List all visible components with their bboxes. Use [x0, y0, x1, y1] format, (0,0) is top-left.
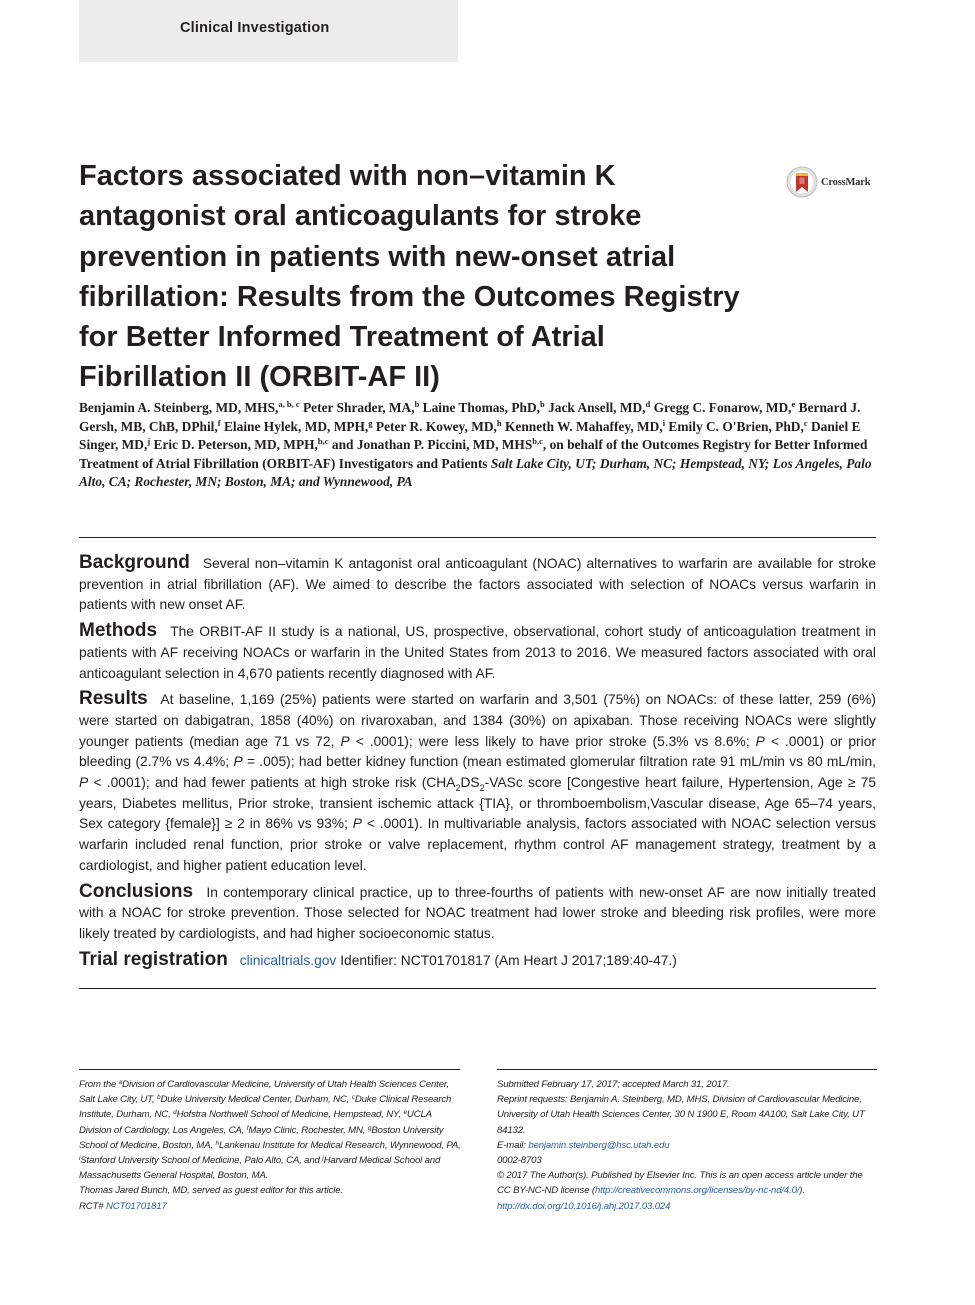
author-affiliation-mark: g	[368, 417, 373, 428]
results-text: At baseline, 1,169 (25%) patients were started on warfarin and 3,501 (75%) on NOACs: of these latter, 259 (6%) were started on dabigatran, 1858 (40%) on rivaroxaban, and 1384 (30%) on apixaban. Those receiving NOACs were slightly younger patients (median age 71 vs 72,	[79, 692, 876, 749]
copyright-notice: © 2017 The Author(s). Published by Elsevier Inc. This is an open access article under the CC BY-NC-ND license (http://creativecommons.org/licenses/by-nc-nd/4.0/).	[497, 1170, 863, 1197]
author-affiliation-mark: b	[414, 399, 420, 409]
doi-line	[497, 1199, 877, 1214]
doi-link[interactable]: http://dx.doi.org/10.1016/j.ahj.2017.03.024	[497, 1200, 671, 1212]
trial-identifier: Identifier: NCT01701817 (Am Heart J 2017;189:40-47.)	[340, 952, 677, 968]
issn: 0002-8703	[497, 1155, 542, 1167]
author-locations: Salt Lake City, UT; Durham, NC; Hempstead, NY; Los Angeles, Palo Alto, CA; Rochester, MN; Boston, MA; and Wynnewood, PA	[79, 455, 872, 489]
abstract-top-divider	[79, 537, 876, 538]
author-affiliation-mark: e	[791, 399, 796, 409]
crossmark-icon	[786, 166, 818, 198]
author-affiliation-mark: j	[147, 436, 151, 446]
author: Elaine Hylek, MD, MPH,	[223, 418, 369, 434]
section-label: Clinical Investigation	[180, 20, 330, 36]
affiliations: From the $^a$Division of Cardiovascular Medicine, University of Utah Health Sciences Center, Salt Lake City, UT, $^b$Duke University Medical Center, Durham, NC, $^c$Duke Clinical Research Institute, Durham, NC, $^d$Hofstra Northwell School of Medicine, Hempstead, NY, $^e$UCLA Division of Cardiology, Los Angeles, CA, $^f$Mayo Clinic, Rochester, MN, $^g$Boston University School of Medicine, Boston, MA, $^h$Lankenau Institute for Medical Research, Wynnewood, PA, $^i$Stanford University School of Medicine, Palo Alto, CA, and $^j$Harvard Medical School and Massachusetts General Hospital, Boston, MA.	[79, 1079, 461, 1182]
reprint-requests: Reprint requests: Benjamin A. Steinberg, MD, MHS, Division of Cardiovascular Medicine, University of Utah Health Sciences Center, 30 N 1900 E, Room 4A100, Salt Lake City, UT 84132.	[497, 1094, 865, 1136]
p-value-symbol: P	[352, 816, 362, 832]
author: Emily C. O'Brien, PhD,	[668, 418, 804, 434]
subscript: 2	[479, 782, 485, 793]
conclusions-heading: Conclusions	[79, 880, 194, 902]
author: Bernard J. Gersh, MB, ChB, DPhil,	[79, 400, 861, 434]
results-text: < .0001); and had fewer patients at high stroke risk (CHA	[93, 775, 456, 791]
abstract	[79, 553, 876, 976]
conclusions-text: In contemporary clinical practice, up to three-fourths of patients with new-onset AF are now initially treated with a NOAC for stroke prevention. Those selected for NOAC treatment had lower stroke and bleeding risk profiles, were more likely treated by cardiologists, and had higher socioeconomic status.	[79, 884, 876, 941]
author-affiliation-mark: f	[217, 417, 221, 428]
author-affiliation-mark: b,c	[317, 436, 329, 446]
author-affiliation-mark: d	[645, 399, 651, 409]
abstract-methods	[79, 621, 876, 684]
author: Eric D. Peterson, MD, MPH,	[153, 437, 318, 452]
clinicaltrials-link[interactable]: clinicaltrials.gov	[239, 952, 337, 968]
author-affiliation-mark: c	[803, 417, 808, 428]
results-text: < .0001). In multivariable analysis, factors associated with NOAC selection versus warfarin included renal function, prior stroke or valve replacement, rhythm control AF management strategy, treatment by a cardiologist, and higher patient education level.	[79, 816, 876, 873]
affiliations-footnote	[79, 1077, 462, 1214]
results-text: DS	[460, 775, 480, 791]
rct-number: RCT# NCT01701817	[79, 1200, 167, 1212]
crossmark-badge[interactable]	[786, 165, 878, 199]
author: Kenneth W. Mahaffey, MD,	[504, 418, 663, 434]
methods-text: The ORBIT-AF II study is a national, US, prospective, observational, cohort study of anticoagulation treatment in patients with AF receiving NOACs or warfarin in the United States from 2013 to 2016. We measured factors associated with oral anticoagulant selection in 4,670 patients recently diagnosed with AF.	[79, 624, 876, 681]
author: Laine Thomas, PhD,	[422, 400, 540, 415]
author-conjunction: and	[331, 437, 354, 452]
author: Peter R. Kowey, MD,	[375, 418, 497, 434]
author-group-note: , on behalf of the Outcomes Registry for Better Informed Treatment of Atrial Fibrillation (ORBIT-AF) Investigators and Patients	[79, 437, 868, 471]
trial-registration-heading: Trial registration	[79, 948, 228, 970]
author: Jack Ansell, MD,	[548, 400, 646, 415]
abstract-conclusions	[79, 882, 876, 945]
author-affiliation-mark: b	[539, 399, 545, 409]
p-value-symbol: P	[233, 754, 243, 770]
article-title: Factors associated with non–vitamin K antagonist oral anticoagulants for stroke prevention in patients with new-onset atrial fibrillation: Results from the Outcomes Registry for Better Informed Treatment of Atrial Fibrillation II (ORBIT-AF II)	[79, 160, 740, 394]
author-affiliation-mark: a, b, c	[278, 399, 300, 409]
abstract-trial-registration	[79, 950, 876, 972]
section-tab	[79, 0, 458, 62]
crossmark-label: CrossMark	[821, 176, 871, 188]
abstract-bottom-divider	[79, 988, 876, 989]
footnote-divider-left	[79, 1069, 460, 1070]
background-text: Several non–vitamin K antagonist oral anticoagulant (NOAC) alternatives to warfarin are available for stroke prevention in atrial fibrillation (AF). We aimed to describe the factors associated with selection of NOACs versus warfarin in patients with new onset AF.	[79, 556, 876, 613]
email-line: E-mail: benjamin.steinberg@hsc.utah.edu	[497, 1139, 670, 1151]
author: Peter Shrader, MA,	[302, 400, 415, 415]
p-value-symbol: P	[340, 733, 350, 749]
guest-editor-note: Thomas Jared Bunch, MD, served as guest editor for this article.	[79, 1185, 343, 1197]
results-text: < .0001); were less likely to have prior stroke (5.3% vs 8.6%;	[355, 733, 750, 749]
author-affiliation-mark: b,c	[532, 436, 543, 446]
results-text: -VASc score [Congestive heart failure, Hypertension, Age ≥ 75 years, Diabetes mellitus, Prior stroke, transient ischemic attack {TIA}, or thromboembolism,Vascular disease, Age 65–74 years, Sex category {female}] ≥ 2 in 86% vs 93%;	[79, 775, 877, 832]
rct-link[interactable]: NCT01701817	[105, 1200, 167, 1212]
background-heading: Background	[79, 552, 190, 573]
license-link[interactable]: http://creativecommons.org/licenses/by-nc-nd/4.0/	[594, 1185, 800, 1197]
p-value-symbol: P	[755, 733, 765, 749]
results-text: = .005); had better kidney function (mean estimated glomerular filtration rate 91 mL/min vs 80 mL/min,	[246, 754, 876, 770]
abstract-background	[79, 553, 876, 616]
author: Jonathan P. Piccini, MD, MHS	[356, 437, 533, 452]
methods-heading: Methods	[79, 620, 158, 642]
subscript: 2	[455, 782, 461, 793]
author: Benjamin A. Steinberg, MD, MHS,	[79, 400, 279, 415]
author: Gregg C. Fonarow, MD,	[653, 400, 792, 415]
author-list	[79, 399, 877, 492]
abstract-results	[79, 689, 876, 876]
submission-dates: Submitted February 17, 2017; accepted March 31, 2017.	[497, 1079, 730, 1090]
article-info-footnote	[497, 1077, 877, 1214]
author-affiliation-mark: h	[496, 417, 502, 428]
results-text: < .0001) or prior bleeding (2.7% vs 4.4%;	[79, 733, 876, 770]
footnote-divider-right	[497, 1069, 877, 1070]
p-value-symbol: P	[79, 775, 89, 791]
results-heading: Results	[79, 688, 148, 710]
author-affiliation-mark: i	[662, 417, 666, 428]
email-link[interactable]: benjamin.steinberg@hsc.utah.edu	[528, 1139, 670, 1151]
author: Daniel E Singer, MD,	[79, 418, 861, 452]
